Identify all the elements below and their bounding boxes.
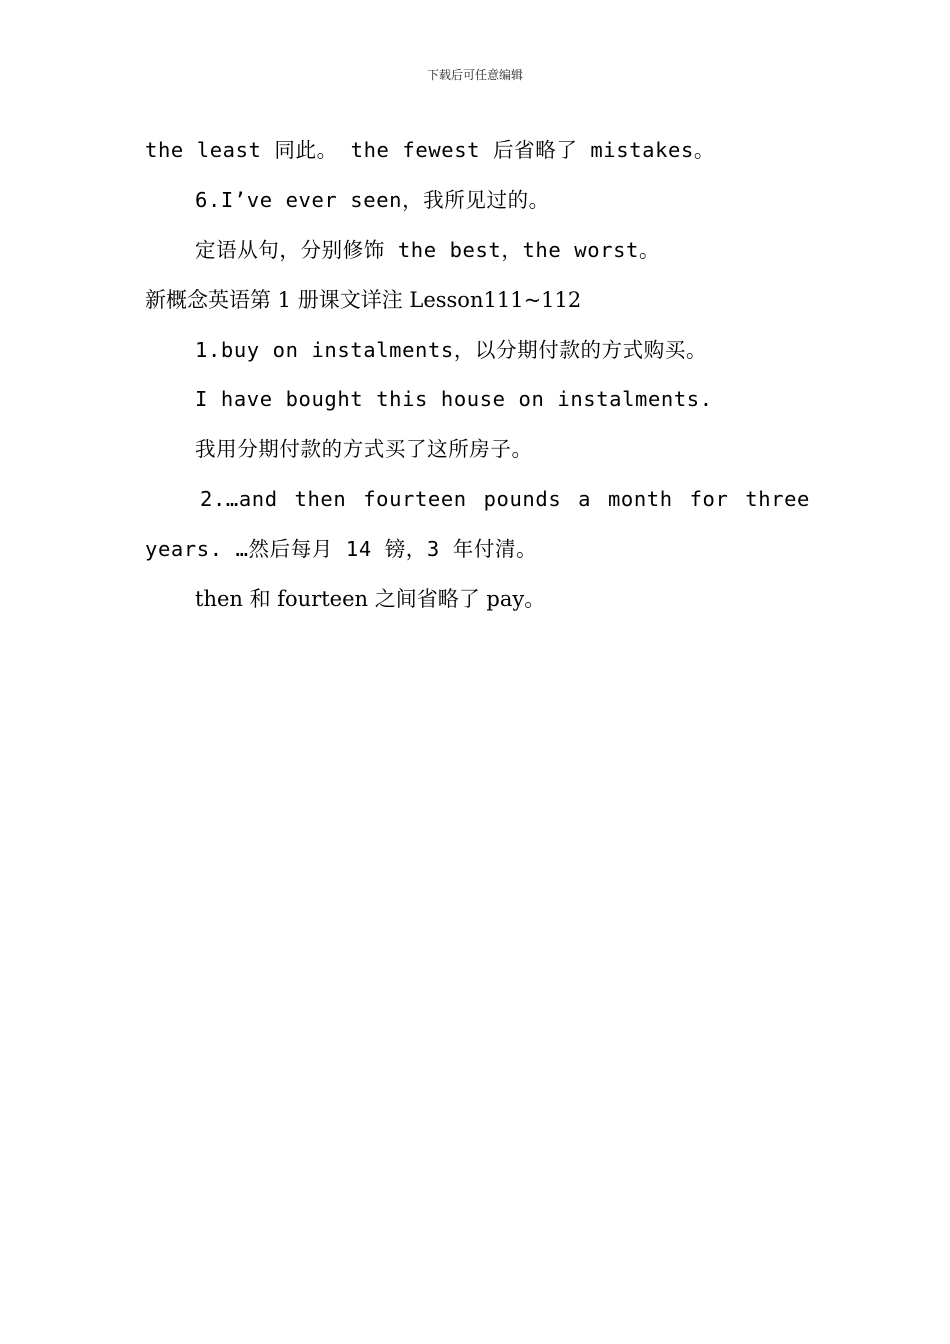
- text-line: 我用分期付款的方式买了这所房子。: [195, 437, 533, 461]
- text-line: 定语从句，分别修饰 the best，the worst。: [195, 238, 661, 262]
- text-line: the least 同此。 the fewest 后省略了 mistakes。: [145, 138, 716, 162]
- text-line: 2.…and then fourteen pounds a month for three: [200, 487, 810, 511]
- text-line: 6.I’ve ever seen，我所见过的。: [195, 188, 550, 212]
- page-header: 下载后可任意编辑: [426, 68, 523, 82]
- lesson-heading: 新概念英语第 1 册课文详注 Lesson111~112: [145, 288, 582, 312]
- text-line: I have bought this house on instalments.: [195, 387, 713, 411]
- text-line: years. …然后每月 14 镑，3 年付清。: [145, 537, 538, 561]
- text-line: then 和 fourteen 之间省略了 pay。: [195, 587, 546, 611]
- text-line: 1.buy on instalments，以分期付款的方式购买。: [195, 338, 708, 362]
